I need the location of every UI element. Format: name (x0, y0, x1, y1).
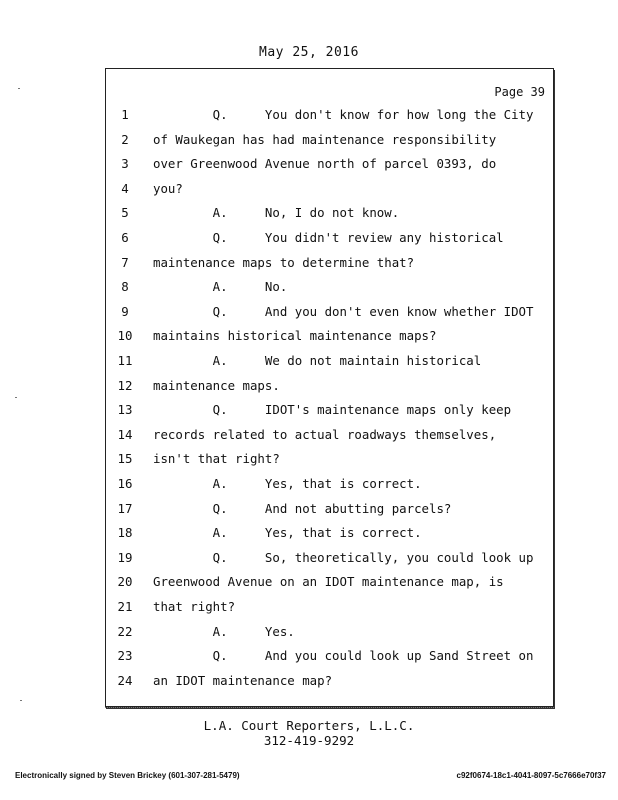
transcript-line (106, 107, 546, 123)
line-text: Q. So, theoretically, you could look up (153, 549, 534, 565)
line-text: over Greenwood Avenue north of parcel 0393, do (153, 156, 497, 172)
line-number: 2 (121, 131, 129, 147)
line-text: maintains historical maintenance maps? (153, 328, 437, 344)
line-text: that right? (153, 599, 236, 614)
scan-speck (15, 397, 17, 398)
transcript-line (106, 353, 546, 369)
line-number: 13 (117, 402, 133, 418)
transcript-line (106, 476, 546, 492)
line-number: 8 (121, 279, 129, 295)
line-number: 9 (121, 303, 129, 319)
line-text: maintenance maps to determine that? (153, 254, 415, 270)
line-number: 11 (117, 353, 133, 368)
line-text: isn't that right? (153, 451, 280, 467)
line-text: A. No, I do not know. (153, 205, 400, 221)
line-text: Q. And you don't even know whether IDOT (153, 303, 534, 319)
line-number: 24 (117, 672, 133, 688)
transcript-line (106, 132, 546, 148)
line-number: 17 (117, 500, 133, 516)
transcript-line (106, 550, 546, 566)
transcript-line (106, 279, 546, 295)
transcript-line (106, 673, 546, 689)
transcript-line (106, 451, 546, 467)
line-number: 1 (121, 107, 129, 122)
line-text: A. Yes, that is correct. (153, 476, 422, 491)
line-text: A. We do not maintain historical (153, 353, 482, 368)
line-number: 10 (117, 328, 133, 344)
transcript-line (106, 427, 546, 443)
line-text: Q. And not abutting parcels? (153, 500, 452, 516)
line-number: 22 (117, 623, 133, 639)
line-number: 3 (121, 156, 129, 172)
line-text: A. No. (153, 279, 288, 295)
footer-separator (105, 707, 554, 708)
page-number: Page 39 (494, 85, 545, 99)
transcript-line (106, 255, 546, 271)
line-number: 12 (117, 377, 133, 393)
line-number: 7 (121, 254, 129, 270)
transcript-line (106, 378, 546, 394)
transcript-line (106, 574, 546, 590)
transcript-line (106, 181, 546, 197)
line-text: you? (153, 180, 183, 196)
line-number: 23 (117, 648, 133, 664)
court-reporter-phone: 312-419-9292 (263, 733, 355, 748)
line-number: 19 (117, 549, 133, 565)
scan-speck (18, 88, 20, 89)
line-text: records related to actual roadways themselves, (153, 426, 497, 442)
transcript-line (106, 402, 546, 418)
transcript-line (106, 230, 546, 246)
transcript-line (106, 525, 546, 541)
line-text: A. Yes, that is correct. (153, 525, 422, 541)
transcript-line (106, 501, 546, 517)
line-text: an IDOT maintenance map? (153, 672, 333, 688)
transcript-line (106, 624, 546, 640)
transcript-line (106, 599, 546, 615)
court-reporter-name: L.A. Court Reporters, L.L.C. (203, 718, 415, 733)
line-number: 21 (117, 599, 133, 614)
line-text: Greenwood Avenue on an IDOT maintenance map, is (153, 574, 504, 590)
line-text: Q. You didn't review any historical (153, 230, 504, 245)
line-number: 6 (121, 230, 129, 245)
line-number: 14 (117, 426, 133, 442)
line-text: of Waukegan has had maintenance responsibility (153, 131, 497, 147)
line-number: 18 (117, 525, 133, 541)
transcript-line (106, 205, 546, 221)
line-number: 15 (117, 451, 133, 467)
line-number: 20 (117, 574, 133, 590)
electronic-signature: Electronically signed by Steven Brickey (601-307-281-5479) (15, 771, 240, 780)
line-number: 16 (117, 476, 133, 491)
transcript-line (106, 648, 546, 664)
transcript-line (106, 156, 546, 172)
deposition-date: May 25, 2016 (259, 45, 359, 60)
transcript-line (106, 328, 546, 344)
document-hash: c92f0674-18c1-4041-8097-5c7666e70f37 (456, 771, 606, 780)
line-text: A. Yes. (153, 623, 295, 639)
line-number: 4 (121, 180, 129, 196)
line-text: Q. You don't know for how long the City (153, 107, 534, 122)
scan-speck (20, 700, 22, 701)
line-text: Q. And you could look up Sand Street on (153, 648, 534, 664)
line-text: maintenance maps. (153, 377, 280, 393)
line-text: Q. IDOT's maintenance maps only keep (153, 402, 512, 418)
transcript-page-box (105, 68, 554, 707)
line-number: 5 (121, 205, 129, 221)
transcript-line (106, 304, 546, 320)
